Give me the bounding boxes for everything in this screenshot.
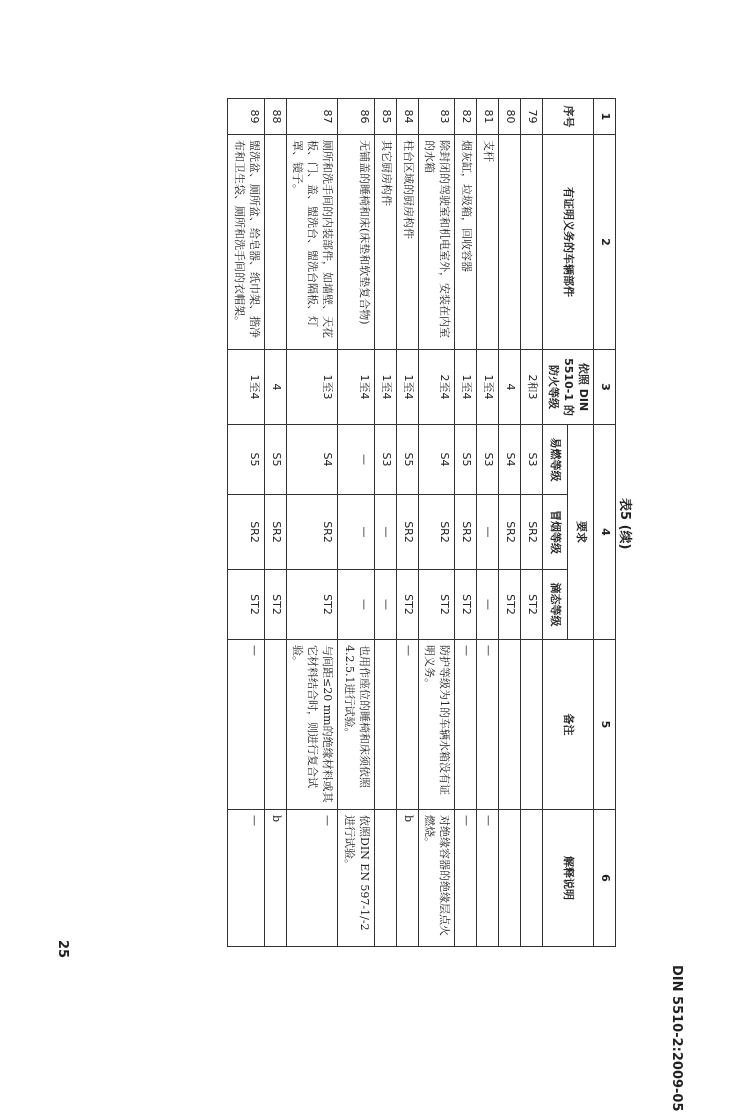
explain-cell: — bbox=[228, 810, 265, 947]
part-cell: 厕所和洗手间的内装部件，如墙壁、天花板、门、盖、盥洗台、盥洗台隔板、灯罩、镜子。 bbox=[286, 135, 338, 350]
explain-cell: 依照DIN EN 597-1/-2进行试验。 bbox=[338, 810, 375, 947]
table-row bbox=[498, 99, 520, 947]
flammability-cell: S4 bbox=[418, 425, 455, 495]
table-row bbox=[477, 99, 499, 947]
table-row bbox=[286, 99, 338, 947]
din-class-cell: 2至4 bbox=[418, 350, 455, 425]
flammability-cell: S4 bbox=[498, 425, 520, 495]
explain-cell bbox=[520, 810, 542, 947]
smoke-cell: — bbox=[374, 495, 396, 570]
smoke-cell: SR2 bbox=[396, 495, 418, 570]
smoke-cell: SR2 bbox=[498, 495, 520, 570]
part-cell bbox=[498, 135, 520, 350]
page-number: 25 bbox=[55, 940, 70, 959]
smoke-cell: SR2 bbox=[520, 495, 542, 570]
smoke-cell: SR2 bbox=[286, 495, 338, 570]
part-cell bbox=[264, 135, 286, 350]
row-number: 86 bbox=[338, 99, 375, 135]
explain-cell: 对绝缘容器的绝缘层点火燃烧。 bbox=[418, 810, 455, 947]
drip-cell: — bbox=[374, 570, 396, 640]
din-class-cell: 1至3 bbox=[286, 350, 338, 425]
table-row bbox=[418, 99, 455, 947]
table-row bbox=[396, 99, 418, 947]
remark-cell bbox=[374, 640, 396, 810]
header-din: 依照 DIN 5510-1 的防火等级 bbox=[542, 350, 594, 425]
column-number-row bbox=[594, 99, 616, 947]
smoke-cell: SR2 bbox=[264, 495, 286, 570]
drip-cell: ST2 bbox=[264, 570, 286, 640]
smoke-cell: — bbox=[477, 495, 499, 570]
part-cell: 除封闭的驾驶室和机电室外，安装在内室的水箱 bbox=[418, 135, 455, 350]
part-cell: 盥洗盆、厕所盆、给皂器、纸巾架、揩净布和卫生袋、厕所和洗手间的衣帽架。 bbox=[228, 135, 265, 350]
header-part: 有证明义务的车辆部件 bbox=[542, 135, 594, 350]
smoke-cell: — bbox=[338, 495, 375, 570]
part-cell: 其它厨房构件 bbox=[374, 135, 396, 350]
remark-cell: 也用作座位的睡椅和床须依照4.2.5.1进行试验。 bbox=[338, 640, 375, 810]
flammability-cell: S5 bbox=[228, 425, 265, 495]
table-body bbox=[228, 99, 543, 947]
remark-cell: — bbox=[477, 640, 499, 810]
din-class-cell: 1至4 bbox=[455, 350, 477, 425]
col-number: 6 bbox=[594, 810, 616, 947]
col-number: 4 bbox=[594, 425, 616, 640]
header-flammability: 易燃等级 bbox=[542, 425, 568, 495]
row-number: 81 bbox=[477, 99, 499, 135]
explain-cell: b bbox=[264, 810, 286, 947]
explain-cell: b bbox=[396, 810, 418, 947]
row-number: 83 bbox=[418, 99, 455, 135]
din-class-cell: 2和3 bbox=[520, 350, 542, 425]
din-class-cell: 4 bbox=[498, 350, 520, 425]
drip-cell: — bbox=[477, 570, 499, 640]
header-seq: 序号 bbox=[542, 99, 594, 135]
din-class-cell: 1至4 bbox=[338, 350, 375, 425]
remark-cell: 防护等级为1的车辆水箱没有证明义务。 bbox=[418, 640, 455, 810]
flammability-cell: S5 bbox=[264, 425, 286, 495]
table-row bbox=[455, 99, 477, 947]
flammability-cell: — bbox=[338, 425, 375, 495]
row-number: 89 bbox=[228, 99, 265, 135]
din-class-cell: 1至4 bbox=[374, 350, 396, 425]
header-drip: 滴态等级 bbox=[542, 570, 568, 640]
smoke-cell: SR2 bbox=[228, 495, 265, 570]
flammability-cell: S3 bbox=[520, 425, 542, 495]
row-number: 84 bbox=[396, 99, 418, 135]
explain-cell bbox=[374, 810, 396, 947]
din-class-cell: 1至4 bbox=[396, 350, 418, 425]
flammability-cell: S3 bbox=[374, 425, 396, 495]
col-number: 3 bbox=[594, 350, 616, 425]
header-row bbox=[568, 99, 594, 947]
row-number: 85 bbox=[374, 99, 396, 135]
header-remarks: 备注 bbox=[542, 640, 594, 810]
part-cell: 柱台区域的厨房构件 bbox=[396, 135, 418, 350]
flammability-cell: S5 bbox=[396, 425, 418, 495]
rotated-table-area bbox=[108, 98, 640, 946]
drip-cell: — bbox=[338, 570, 375, 640]
flammability-cell: S5 bbox=[455, 425, 477, 495]
header-explain: 解释说明 bbox=[542, 810, 594, 947]
drip-cell: ST2 bbox=[286, 570, 338, 640]
col-number: 1 bbox=[594, 99, 616, 135]
smoke-cell: SR2 bbox=[418, 495, 455, 570]
header-requirements: 要求 bbox=[568, 425, 594, 640]
table-row bbox=[374, 99, 396, 947]
col-number: 2 bbox=[594, 135, 616, 350]
drip-cell: ST2 bbox=[520, 570, 542, 640]
remark-cell: — bbox=[396, 640, 418, 810]
part-cell bbox=[520, 135, 542, 350]
row-number: 87 bbox=[286, 99, 338, 135]
drip-cell: ST2 bbox=[498, 570, 520, 640]
remark-cell: 与间距≤20 mm的绝缘材料或其它材料结合时，则进行复合试验。 bbox=[286, 640, 338, 810]
flammability-cell: S4 bbox=[286, 425, 338, 495]
flammability-cell: S3 bbox=[477, 425, 499, 495]
din-class-cell: 1至4 bbox=[228, 350, 265, 425]
remark-cell bbox=[498, 640, 520, 810]
part-cell: 无铺盖的睡椅和床(床垫和软垫复合物) bbox=[338, 135, 375, 350]
fire-class-table bbox=[227, 98, 616, 947]
remark-cell: — bbox=[228, 640, 265, 810]
table-title: 表5 (续) bbox=[617, 498, 632, 550]
part-cell: 支杆 bbox=[477, 135, 499, 350]
explain-cell: — bbox=[455, 810, 477, 947]
row-number: 79 bbox=[520, 99, 542, 135]
document-id: DIN 5510-2:2009-05 bbox=[669, 965, 684, 1112]
table-row bbox=[264, 99, 286, 947]
row-number: 80 bbox=[498, 99, 520, 135]
drip-cell: ST2 bbox=[455, 570, 477, 640]
row-number: 82 bbox=[455, 99, 477, 135]
drip-cell: ST2 bbox=[418, 570, 455, 640]
explain-cell: — bbox=[477, 810, 499, 947]
header-smoke: 冒烟等级 bbox=[542, 495, 568, 570]
drip-cell: ST2 bbox=[396, 570, 418, 640]
din-class-cell: 4 bbox=[264, 350, 286, 425]
col-number: 5 bbox=[594, 640, 616, 810]
remark-cell: — bbox=[455, 640, 477, 810]
table-row bbox=[520, 99, 542, 947]
remark-cell bbox=[520, 640, 542, 810]
remark-cell bbox=[264, 640, 286, 810]
din-class-cell: 1至4 bbox=[477, 350, 499, 425]
table-row bbox=[338, 99, 375, 947]
smoke-cell: SR2 bbox=[455, 495, 477, 570]
part-cell: 烟灰缸，垃圾箱，回收容器 bbox=[455, 135, 477, 350]
drip-cell: ST2 bbox=[228, 570, 265, 640]
table-row bbox=[228, 99, 265, 947]
explain-cell: — bbox=[286, 810, 338, 947]
row-number: 88 bbox=[264, 99, 286, 135]
explain-cell bbox=[498, 810, 520, 947]
